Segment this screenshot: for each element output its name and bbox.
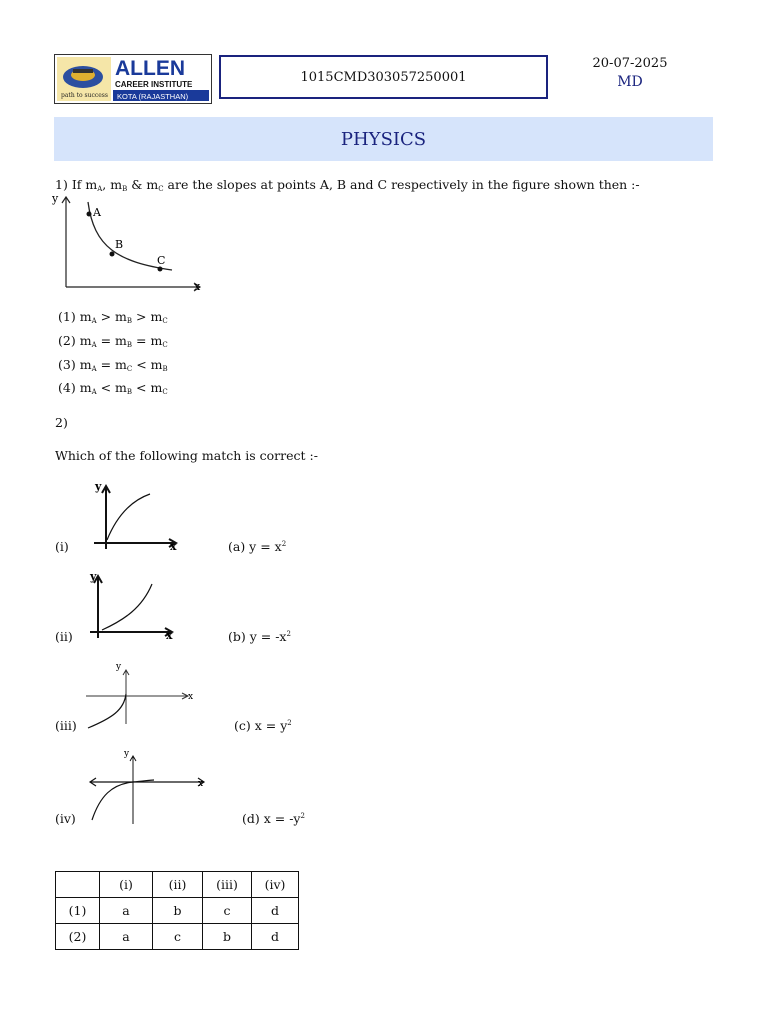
q1-text-part: , m — [102, 177, 123, 192]
match-table — [55, 871, 299, 950]
q1-sub-b: B — [122, 185, 128, 193]
option-part: m — [79, 333, 92, 348]
option-part: = m — [96, 357, 127, 372]
option-sub: A — [91, 388, 97, 396]
eq-sup: 2 — [287, 719, 292, 727]
option-part: m — [79, 309, 92, 324]
option-number: (4) — [58, 380, 76, 395]
table-cell: (2) — [56, 924, 100, 950]
q2-equation-b — [228, 629, 291, 644]
graph-ii-y-label: y — [90, 570, 97, 583]
test-date: 20-07-2025 — [592, 56, 668, 71]
option-part: > m — [132, 309, 163, 324]
option-sub: A — [91, 365, 97, 373]
q2-graph-i — [88, 478, 188, 558]
option-sub: A — [91, 341, 97, 349]
option-number: (3) — [58, 357, 76, 372]
graph-iv-y-label: y — [124, 749, 130, 759]
table-row[interactable] — [56, 924, 299, 950]
allen-logo — [54, 54, 212, 104]
eq-sup: 2 — [286, 630, 291, 638]
q2-label-iii: (iii) — [55, 718, 77, 733]
eq-text: (b) y = -x — [228, 629, 287, 644]
table-cell: c — [153, 924, 203, 950]
question-2-prompt: Which of the following match is correct :- — [55, 448, 318, 463]
option-sub: C — [162, 317, 168, 325]
graph-iii-y-label: y — [116, 662, 122, 672]
option-part: m — [79, 357, 92, 372]
graph-ii-x-label: x — [166, 629, 173, 642]
q1-sub-a: A — [97, 185, 103, 193]
allen-logo-graphic — [55, 55, 211, 103]
stream-label: MD — [617, 74, 643, 90]
eq-text: (c) x = y — [234, 718, 288, 733]
option-sub: C — [162, 341, 168, 349]
table-header-cell: (ii) — [153, 872, 203, 898]
option-number: (2) — [58, 333, 76, 348]
q1-text-part: & m — [127, 177, 159, 192]
table-header-cell: (iv) — [252, 872, 299, 898]
q1-label-c: C — [157, 254, 166, 267]
q1-point-a — [87, 212, 92, 217]
table-cell: b — [203, 924, 252, 950]
q1-option-3[interactable] — [58, 357, 168, 373]
q1-sub-c: C — [158, 185, 164, 193]
option-sub: B — [126, 388, 133, 396]
option-part: m — [79, 380, 92, 395]
graph-iii-x-label: x — [188, 692, 194, 702]
logo-location: KOTA (RAJASTHAN) — [117, 92, 189, 101]
q2-label-i: (i) — [55, 539, 69, 554]
option-sub: C — [162, 388, 168, 396]
q2-label-iv: (iv) — [55, 811, 76, 826]
option-sub: A — [91, 317, 97, 325]
q1-figure — [52, 192, 207, 298]
table-header-cell — [56, 872, 100, 898]
q1-point-b — [110, 252, 115, 257]
table-cell: c — [203, 898, 252, 924]
logo-subtitle: CAREER INSTITUTE — [115, 80, 193, 89]
option-part: < m — [132, 357, 163, 372]
q1-label-b: B — [115, 238, 124, 251]
table-cell: b — [153, 898, 203, 924]
q1-x-label: x — [194, 280, 201, 293]
table-cell: d — [252, 898, 299, 924]
question-1-number: 1) — [55, 177, 68, 192]
graph-i-x-label: x — [170, 540, 177, 553]
table-header-cell: (i) — [100, 872, 153, 898]
table-header-cell: (iii) — [203, 872, 252, 898]
option-sub: B — [126, 317, 133, 325]
graph-i-y-label: y — [95, 480, 102, 493]
question-2-number: 2) — [55, 415, 68, 430]
q2-graph-iii — [84, 660, 199, 739]
logo-brand: ALLEN — [115, 57, 185, 80]
q2-graph-ii — [84, 568, 184, 648]
table-cell: a — [100, 924, 153, 950]
q2-label-ii: (ii) — [55, 629, 73, 644]
option-part: = m — [132, 333, 163, 348]
option-part: < m — [132, 380, 163, 395]
option-part: = m — [96, 333, 127, 348]
option-part: > m — [96, 309, 127, 324]
option-sub: C — [126, 365, 133, 373]
q2-equation-a — [228, 539, 286, 554]
table-row[interactable] — [56, 898, 299, 924]
option-sub: B — [162, 365, 168, 373]
option-part: < m — [96, 380, 127, 395]
test-code-box — [219, 55, 548, 99]
q1-text-part: If m — [71, 177, 98, 192]
subject-banner — [54, 117, 713, 161]
option-sub: B — [126, 341, 133, 349]
eq-sup: 2 — [281, 540, 287, 548]
eq-text: (a) y = x — [228, 539, 282, 554]
q1-point-c — [158, 267, 163, 272]
eq-sup: 2 — [300, 812, 305, 820]
graph-iv-x-label: x — [198, 779, 204, 789]
table-cell: a — [100, 898, 153, 924]
table-cell: (1) — [56, 898, 100, 924]
q1-text-part: are the slopes at points A, B and C respectively in the figure shown then :- — [163, 177, 640, 192]
table-cell: d — [252, 924, 299, 950]
q2-equation-c — [234, 718, 292, 733]
option-number: (1) — [58, 309, 76, 324]
q2-equation-d — [242, 811, 305, 826]
q2-graph-iv — [84, 746, 214, 830]
subject-title: PHYSICS — [340, 128, 427, 150]
q1-label-a: A — [93, 206, 101, 219]
q1-option-4[interactable] — [58, 380, 168, 396]
logo-tagline: path to success — [61, 92, 108, 99]
test-code: 1015CMD303057250001 — [300, 69, 467, 85]
q1-option-1[interactable] — [58, 309, 168, 325]
eq-text: (d) x = -y — [242, 811, 301, 826]
q1-option-2[interactable] — [58, 333, 168, 349]
table-header-row — [56, 872, 299, 898]
q1-y-label: y — [52, 192, 59, 205]
